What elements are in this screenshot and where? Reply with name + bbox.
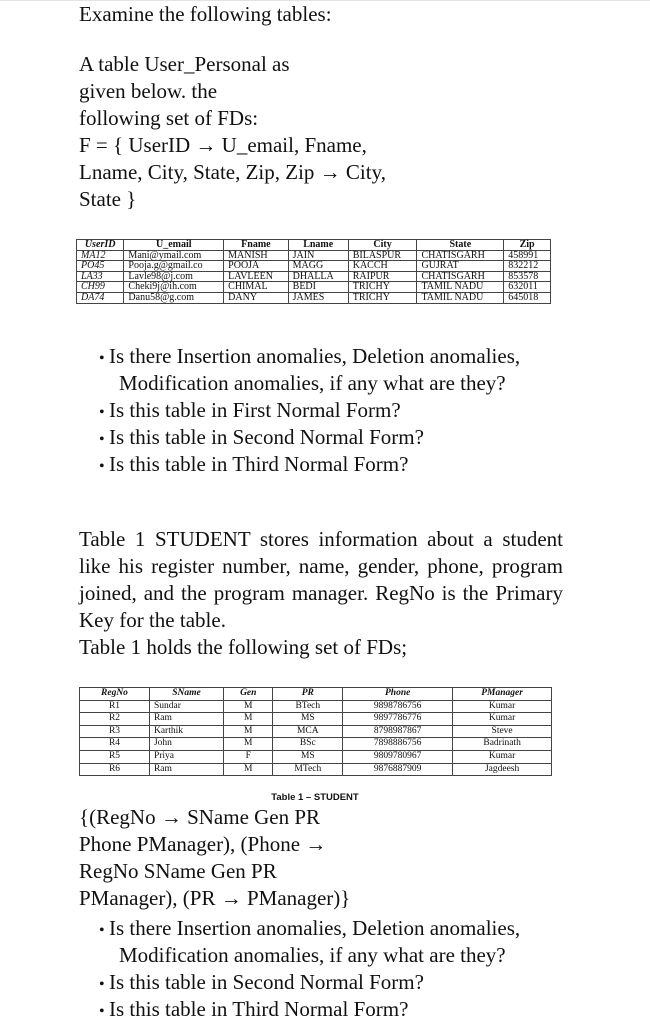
- cell: CH99: [77, 282, 124, 293]
- cell: 9809780967: [343, 750, 453, 763]
- col-header: PR: [273, 688, 343, 701]
- col-header: PManager: [453, 688, 552, 701]
- s1-question-4: • Is this table in Third Normal Form?: [99, 451, 408, 480]
- cell: 7898886756: [343, 738, 453, 751]
- cell: DANY: [224, 292, 289, 303]
- cell: 458991: [504, 250, 551, 261]
- bullet-icon: •: [99, 976, 105, 993]
- table-row: [77, 271, 551, 282]
- table-row: [77, 261, 551, 272]
- cell: TAMIL NADU: [417, 282, 504, 293]
- cell: Sundar: [149, 700, 223, 713]
- cell: F: [224, 750, 273, 763]
- cell: DA74: [77, 292, 124, 303]
- table-header-row: [77, 240, 551, 251]
- s1-question-1: • Is there Insertion anomalies, Deletion anomalies,: [99, 343, 520, 372]
- cell: MS: [273, 713, 343, 726]
- cell: Lavle98@j.com: [124, 271, 224, 282]
- col-header: Gen: [224, 688, 273, 701]
- cell: BEDI: [288, 282, 348, 293]
- cell: POOJA: [224, 261, 289, 272]
- cell: 9876887909: [343, 763, 453, 776]
- cell: Priya: [149, 750, 223, 763]
- cell: MAGG: [288, 261, 348, 272]
- cell: Jagdeesh: [453, 763, 552, 776]
- s1-line-4: F = { UserID → U_email, Fname,: [79, 133, 367, 157]
- s1-line-2: given below. the: [79, 79, 218, 103]
- cell: 645018: [504, 292, 551, 303]
- s1-line-1: A table User_Personal as: [79, 52, 290, 76]
- cell: JAMES: [288, 292, 348, 303]
- table-row: [77, 250, 551, 261]
- cell: LAVLEEN: [224, 271, 289, 282]
- cell: Badrinath: [453, 738, 552, 751]
- cell: M: [224, 738, 273, 751]
- cell: JAIN: [288, 250, 348, 261]
- fd-line-4: PManager), (PR → PManager)}: [79, 886, 351, 910]
- bullet-icon: •: [99, 922, 105, 939]
- table-row: [80, 700, 552, 713]
- table-row: [80, 750, 552, 763]
- s2-paragraph-2: Table 1 holds the following set of FDs;: [79, 635, 408, 659]
- cell: John: [149, 738, 223, 751]
- col-header: Zip: [504, 240, 551, 251]
- cell: Danu58@g.com: [124, 292, 224, 303]
- cell: TRICHY: [348, 292, 417, 303]
- cell: MTech: [273, 763, 343, 776]
- cell: PO45: [77, 261, 124, 272]
- cell: M: [224, 700, 273, 713]
- s1-question-2: • Is this table in First Normal Form?: [99, 397, 401, 426]
- s2-question-3: • Is this table in Third Normal Form?: [99, 996, 408, 1025]
- table-header-row: [80, 688, 552, 701]
- cell: CHIMAL: [224, 282, 289, 293]
- cell: Kumar: [453, 750, 552, 763]
- cell: BTech: [273, 700, 343, 713]
- fd-line-1: {(RegNo → SName Gen PR: [79, 805, 321, 829]
- cell: R6: [80, 763, 150, 776]
- cell: LA33: [77, 271, 124, 282]
- cell: 632011: [504, 282, 551, 293]
- cell: Kumar: [453, 700, 552, 713]
- cell: 8798987867: [343, 725, 453, 738]
- cell: KACCH: [348, 261, 417, 272]
- cell: RAIPUR: [348, 271, 417, 282]
- col-header: Phone: [343, 688, 453, 701]
- cell: CHATISGARH: [417, 271, 504, 282]
- s1-question-1-cont: Modification anomalies, if any what are they?: [119, 371, 506, 395]
- s1-line-3: following set of FDs:: [79, 106, 259, 130]
- cell: 9897786776: [343, 713, 453, 726]
- cell: GUJRAT: [417, 261, 504, 272]
- col-header: Fname: [224, 240, 289, 251]
- cell: MANISH: [224, 250, 289, 261]
- s1-line-5: Lname, City, State, Zip, Zip → City,: [79, 160, 386, 184]
- col-header: RegNo: [80, 688, 150, 701]
- heading: Examine the following tables:: [79, 2, 332, 26]
- s2-question-1: • Is there Insertion anomalies, Deletion anomalies,: [99, 915, 520, 944]
- cell: BILASPUR: [348, 250, 417, 261]
- cell: M: [224, 713, 273, 726]
- fd-line-3: RegNo SName Gen PR: [79, 859, 277, 883]
- cell: MA12: [77, 250, 124, 261]
- bullet-icon: •: [99, 350, 105, 367]
- student-table: [79, 687, 552, 776]
- s1-question-3: • Is this table in Second Normal Form?: [99, 424, 424, 453]
- fd-line-2: Phone PManager), (Phone →: [79, 832, 327, 856]
- col-header: UserID: [77, 240, 124, 251]
- cell: M: [224, 763, 273, 776]
- table-row: [80, 725, 552, 738]
- cell: Karthik: [149, 725, 223, 738]
- col-header: U_email: [124, 240, 224, 251]
- cell: R3: [80, 725, 150, 738]
- table-row: [77, 282, 551, 293]
- table-row: [80, 763, 552, 776]
- cell: MS: [273, 750, 343, 763]
- bullet-icon: •: [99, 1003, 105, 1020]
- col-header: State: [417, 240, 504, 251]
- bullet-icon: •: [99, 431, 105, 448]
- cell: TAMIL NADU: [417, 292, 504, 303]
- bullet-icon: •: [99, 458, 105, 475]
- cell: Cheki9j@ih.com: [124, 282, 224, 293]
- cell: Ram: [149, 713, 223, 726]
- col-header: SName: [149, 688, 223, 701]
- s2-question-2: • Is this table in Second Normal Form?: [99, 969, 424, 998]
- col-header: City: [348, 240, 417, 251]
- cell: R4: [80, 738, 150, 751]
- cell: CHATISGARH: [417, 250, 504, 261]
- table-row: [80, 713, 552, 726]
- cell: TRICHY: [348, 282, 417, 293]
- cell: R5: [80, 750, 150, 763]
- s2-question-1-cont: Modification anomalies, if any what are they?: [119, 943, 506, 967]
- cell: R1: [80, 700, 150, 713]
- user-personal-table: [76, 239, 551, 304]
- s2-paragraph: Table 1 STUDENT stores information about a student like his register number, name, gender, phone, program joined, and the program manager. RegNo is the Primary Key for the table.: [79, 527, 563, 632]
- cell: BSc: [273, 738, 343, 751]
- table-caption: Table 1 – STUDENT: [271, 792, 359, 803]
- cell: Kumar: [453, 713, 552, 726]
- cell: Mani@ymail.com: [124, 250, 224, 261]
- cell: 832212: [504, 261, 551, 272]
- col-header: Lname: [288, 240, 348, 251]
- cell: DHALLA: [288, 271, 348, 282]
- cell: 9898786756: [343, 700, 453, 713]
- cell: R2: [80, 713, 150, 726]
- s1-line-6: State }: [79, 187, 137, 211]
- cell: MCA: [273, 725, 343, 738]
- cell: Ram: [149, 763, 223, 776]
- bullet-icon: •: [99, 404, 105, 421]
- cell: M: [224, 725, 273, 738]
- table-row: [77, 292, 551, 303]
- cell: Pooja.g@gmail.co: [124, 261, 224, 272]
- cell: Steve: [453, 725, 552, 738]
- cell: 853578: [504, 271, 551, 282]
- table-row: [80, 738, 552, 751]
